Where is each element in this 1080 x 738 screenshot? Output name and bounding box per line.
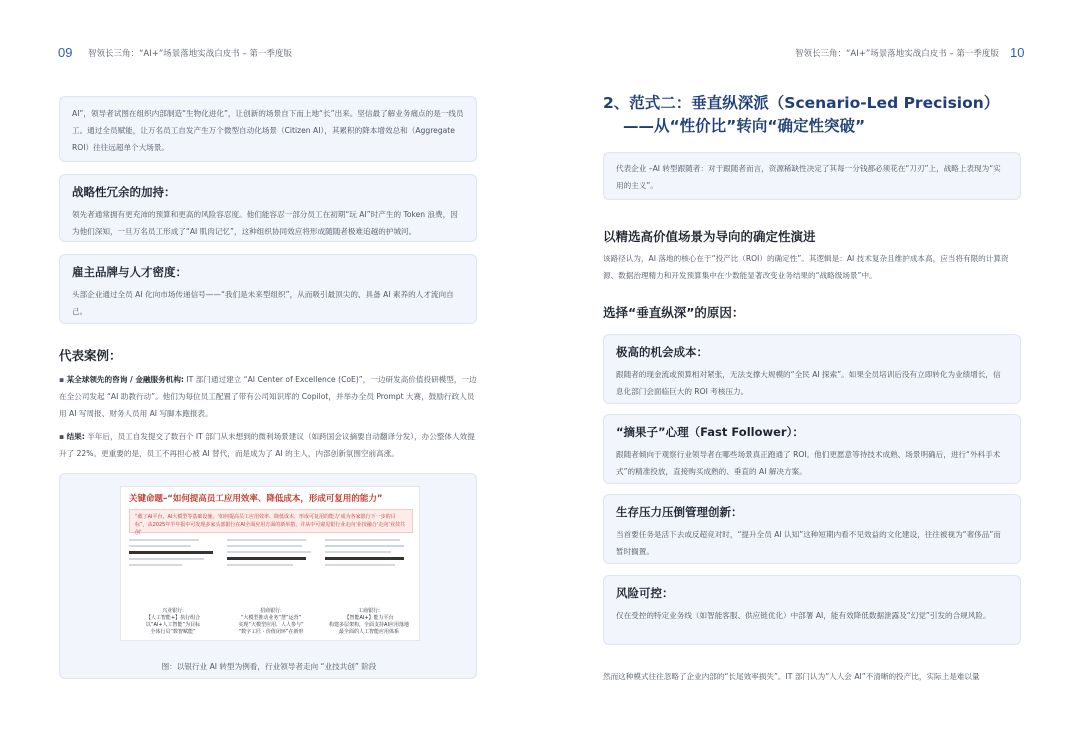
doc-line: [129, 545, 191, 547]
figure-caption-icbc: 工商银行: 【智能AI+】能力平台 构建多层架构，全面支持AI应用落地 最全面的人工智能应用体系: [329, 608, 409, 635]
reason-box-3: [603, 494, 1021, 564]
footer-text: 然而这种模式往往忽略了企业内部的“长尾效率损失”。IT 部门认为“人人会 AI”不清晰的投产比，实际上是难以量: [603, 672, 980, 681]
strategy-title: 战略性冗余的加持：: [72, 185, 176, 199]
figure-caption-cmb: 招商银行: “大模型推动业务“慧”运营” 实现“大模型应用，人人参与” “数字工匠 · 价值闭环”在新形: [238, 608, 304, 635]
doc-line: [129, 551, 213, 554]
reason-2-text: 跟随者倾向于观察行业领导者在哪些场景真正跑通了 ROI。他们更愿意等待技术成熟、场景明确后，进行“外科手术式”的精准投放，直接购买成熟的、垂直的 AI 解决方案。: [616, 450, 1001, 476]
reason-4-title: 风险可控：: [616, 586, 674, 600]
bullet-dot: ▪: [59, 432, 67, 441]
reason-box-4: [603, 575, 1021, 645]
intro-box-right: [603, 152, 1021, 200]
figure-slide: [120, 486, 420, 641]
doc-line: [227, 539, 306, 541]
case1-text: IT 部门通过建立 “AI Center of Excellence (CoE)”，一边研发高价值投研模型，一边在全公司发起 “AI 助教行动”。他们为每位员工配置了带有公司知识库的 Copilot，并举办全员 Prompt 大赛，鼓励行政人员用 AI 写周报、财务人员用 AI 写脚本跑报表。: [59, 375, 477, 418]
section1-text: 该路径认为，AI 落地的核心在于“投产比（ROI）的确定性”。其逻辑是：AI 技术复杂且维护成本高，应当将有限的计算资源、数据治理精力和开发预算集中在少数能显著改变业务结果的“战略级场景”中。: [603, 254, 1009, 280]
doc-line: [227, 557, 306, 560]
reason-2-title: “摘果子”心理（Fast Follower）：: [616, 425, 804, 439]
strategy-box: [59, 174, 477, 242]
section-title-line1: 2、范式二：垂直纵深派（Scenario-Led Precision）: [603, 94, 1000, 112]
case-bullet-2: [59, 428, 477, 462]
doc-line: [325, 551, 391, 553]
brand-title: 雇主品牌与人才密度：: [72, 265, 187, 279]
doc-line: [325, 545, 404, 547]
reason-box-2: [603, 414, 1021, 484]
figure-col-icbc: [325, 539, 413, 609]
intro-text-left: AI”，领导者试图在组织内部制造“生物化进化”，让创新的场景自下而上地“长”出来。坚信最了解业务痛点的是一线员工。通过全员赋能，让万名员工自发产生万个微型自动化场景（Citizen AI），其累积的降本增效总和（Aggregate ROI）往往远超单个大场景。: [72, 109, 464, 152]
case1-label: 某全球领先的咨询 / 金融服务机构:: [66, 375, 184, 384]
cases-heading: 代表案例：: [59, 348, 122, 363]
figure-caption: 图：以银行业 AI 转型为例看，行业领导者走向 “业技共创” 阶段: [161, 662, 377, 671]
doc-line: [325, 557, 404, 560]
doc-line: [227, 551, 311, 553]
page-number-right: 10: [1010, 45, 1025, 60]
figure-banner: “截了AI平台，AI大模型等基础设施，‘如何提高员工应用效率、降低成本，形成可复用的能力’成为各家银行下一步的目标”，从2025年半年报中可发现多家头部银行在AI全面应用方面的新举措，并从中可窥见银行业走向‘业技融合’走向‘业技共创’: [129, 509, 413, 533]
reason-3-text: 当首要任务是活下去或反超竞对时，“提升全员 AI 认知”这种短期内看不见效益的文化建设，往往被视为“奢侈品”而暂时搁置。: [616, 530, 1001, 556]
doc-line: [325, 539, 400, 541]
page-header-left: 智领长三角：“AI+”场景落地实战白皮书 – 第一季度版: [88, 49, 292, 59]
reason-3-title: 生存压力压倒管理创新：: [616, 505, 743, 519]
doc-line: [325, 564, 395, 566]
figure-headline: 关键命题–“如何提高员工应用效率、降低成本，形成可复用的能力”: [129, 494, 383, 504]
brand-box: [59, 254, 477, 324]
figure-col-industrial: [129, 539, 217, 609]
reason-1-text: 跟随者的现金流或预算相对紧张，无法支撑大规模的“全民 AI 探索”。如果全员培训后没有立即转化为业绩增长，信息化部门会面临巨大的 ROI 考核压力。: [616, 370, 1001, 396]
brand-text: 头部企业通过全员 AI 化向市场传递信号——“我们是未来型组织”，从而吸引最顶尖的、具备 AI 素养的人才流向自己。: [72, 290, 454, 316]
intro-text-right: 代表企业 –AI 转型跟随者：对于跟随者而言，资源稀缺性决定了其每一分钱都必须花在“刀刃”上，战略上表现为“实用的主义”。: [616, 164, 1001, 190]
page-number-left: 09: [58, 45, 73, 60]
bullet-dot: ▪: [59, 375, 67, 384]
strategy-text: 领先者通常拥有更充沛的预算和更高的风险容忍度。他们能容忍一部分员工在初期“玩 AI”时产生的 Token 浪费，因为他们深知，一旦万名员工形成了“AI 肌肉记忆”，这种组织协同效应将形成随随者极难追越的护城河。: [72, 210, 458, 236]
section1-heading: 以精选高价值场景为导向的确定性演进: [603, 229, 816, 244]
intro-box-left: [59, 96, 477, 162]
figure-col-cmb: [227, 539, 315, 609]
case2-label: 结果:: [66, 432, 85, 441]
banking-figure: [59, 473, 477, 679]
doc-line: [227, 545, 302, 547]
section-title-line2: ——从“性价比”转向“确定性突破”: [623, 117, 866, 135]
reason-box-1: [603, 334, 1021, 404]
doc-line: [129, 558, 204, 560]
reason-4-text: 仅在受控的特定业务线（如智能客服、供应链优化）中部署 AI，能有效降低数据泄露及“幻觉”引发的合规风险。: [616, 611, 991, 620]
doc-line: [129, 539, 199, 541]
doc-line: [129, 564, 182, 566]
case2-text: 半年后，员工自发提交了数百个 IT 部门从未想到的微利场景建议（如跨国会议摘要自动翻译分发），办公整体人效提升了 22%。更重要的是，员工不再担心被 AI 替代，而是成为了 AI 的主人，内部创新氛围空前高涨。: [59, 432, 475, 458]
figure-caption-industrial: 兴业银行: 【人工智能+】执行组合 以“AI+人工智能”为目标 全体行员“数智赋能”: [145, 608, 201, 635]
section2-heading: 选择“垂直纵深”的原因：: [603, 305, 745, 320]
page-header-right: 智领长三角：“AI+”场景落地实战白皮书 – 第一季度版: [795, 49, 999, 59]
case-bullet-1: [59, 371, 477, 422]
doc-line: [227, 564, 293, 566]
reason-1-title: 极高的机会成本：: [616, 345, 708, 359]
